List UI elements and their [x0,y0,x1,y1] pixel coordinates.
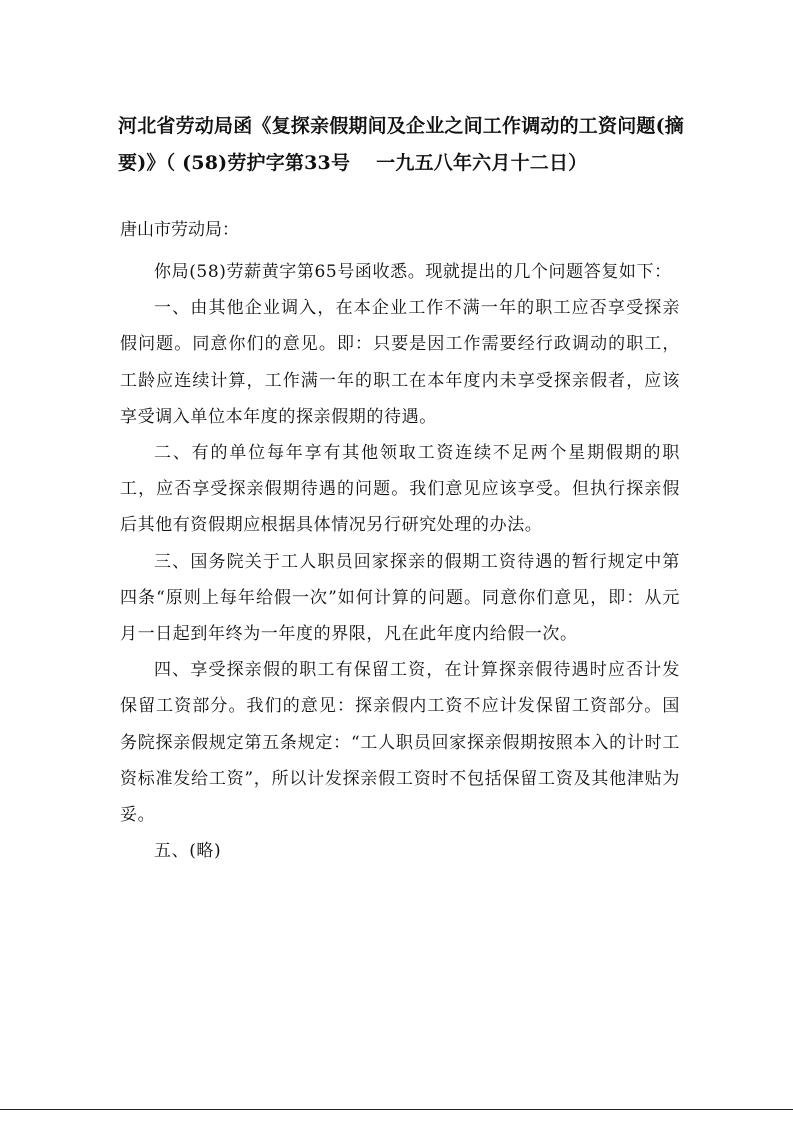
footer-divider [0,1109,793,1110]
salutation: 唐山市劳动局： [120,220,239,240]
paragraph-item-4: 四、享受探亲假的职工有保留工资，在计算探亲假待遇时应否计发保留工资部分。我们的意见：探亲假内工资不应计发保留工资部分。国务院探亲假规定第五条规定：“工人职员回家探亲假期按照本入的计时工资标准发给工资”，所以计发探亲假工资时不包括保留工资及其他津贴为妥。 [120,660,680,826]
paragraph-item-1: 一、由其他企业调入，在本企业工作不满一年的职工应否享受探亲假问题。同意你们的意见。即：只要是因工作需要经行政调动的职工，工龄应连续计算，工作满一年的职工在本年度内未享受探亲假者，应该享受调入单位本年度的探亲假期的待遇。 [120,298,680,427]
document-body [120,254,680,869]
paragraph-item-2: 二、有的单位每年享有其他领取工资连续不足两个星期假期的职工，应否享受探亲假期待遇的问题。我们意见应该享受。但执行探亲假后其他有资假期应根据具体情况另行研究处理的办法。 [120,443,680,536]
document-title: 河北省劳动局函《复探亲假期间及企业之间工作调动的工资问题(摘要)》（ (58)劳护字第33号 一九五八年六月十二日） [118,115,684,174]
paragraph-intro: 你局(58)劳薪黄字第65号函收悉。现就提出的几个问题答复如下： [154,262,672,282]
paragraph-item-3: 三、国务院关于工人职员回家探亲的假期工资待遇的暂行规定中第四条“原则上每年给假一次”如何计算的问题。同意你们意见，即：从元月一日起到年终为一年度的界限，凡在此年度内给假一次。 [120,551,680,645]
paragraph-item-5: 五、(略) [154,841,222,862]
